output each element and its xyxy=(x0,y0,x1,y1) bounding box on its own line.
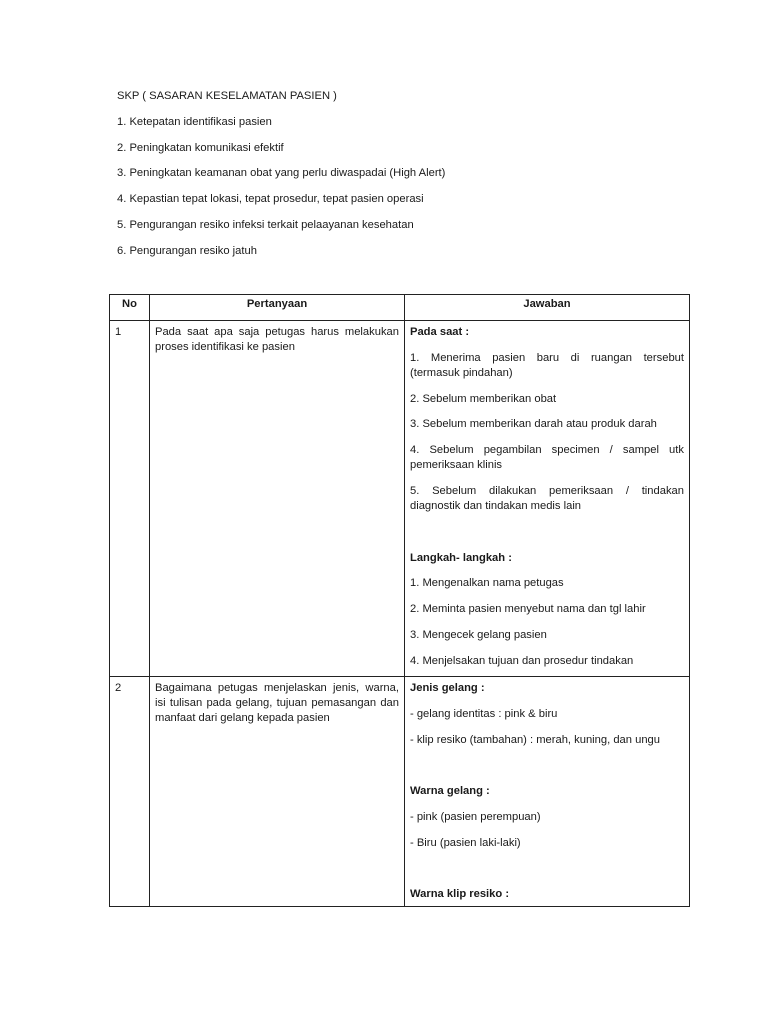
answer-line: 5. Sebelum dilakukan pemeriksaan / tindakan diagnostik dan tindakan medis lain xyxy=(410,484,684,512)
row-question: Pada saat apa saja petugas harus melakukan proses identifikasi ke pasien xyxy=(150,321,405,677)
answer-line: 2. Sebelum memberikan obat xyxy=(410,392,557,405)
goal-item: 1. Ketepatan identifikasi pasien xyxy=(117,115,272,128)
goal-item: 2. Peningkatan komunikasi efektif xyxy=(117,141,284,154)
answer-heading: Warna gelang : xyxy=(410,785,490,798)
goal-item: 6. Pengurangan resiko jatuh xyxy=(117,244,257,257)
header-no: No xyxy=(110,295,150,321)
answer-line: 1. Mengenalkan nama petugas xyxy=(410,577,564,590)
answer-heading: Jenis gelang : xyxy=(410,682,485,694)
row-answer xyxy=(405,321,690,677)
qa-table xyxy=(109,294,690,907)
row-number: 2 xyxy=(110,677,150,907)
answer-line: 3. Sebelum memberikan darah atau produk darah xyxy=(410,418,657,431)
answer-line: - Biru (pasien laki-laki) xyxy=(410,836,521,849)
document-title: SKP ( SASARAN KESELAMATAN PASIEN ) xyxy=(117,90,337,102)
table-header-row xyxy=(110,295,690,321)
answer-line: - klip resiko (tambahan) : merah, kuning, dan ungu xyxy=(410,733,660,746)
answer-heading: Pada saat : xyxy=(410,326,470,338)
row-number: 1 xyxy=(110,321,150,677)
answer-line: 4. Sebelum pegambilan specimen / sampel utk pemeriksaan klinis xyxy=(410,444,684,472)
goal-item: 4. Kepastian tepat lokasi, tepat prosedur, tepat pasien operasi xyxy=(117,193,424,206)
answer-line: - pink (pasien perempuan) xyxy=(410,810,541,823)
answer-line: 3. Mengecek gelang pasien xyxy=(410,628,547,641)
answer-line: 2. Meminta pasien menyebut nama dan tgl lahir xyxy=(410,603,646,616)
row-question: Bagaimana petugas menjelaskan jenis, warna, isi tulisan pada gelang, tujuan pemasangan dan manfaat dari gelang kepada pasien xyxy=(150,677,405,907)
answer-heading: Warna klip resiko : xyxy=(410,888,510,901)
answer-line: 1. Menerima pasien baru di ruangan tersebut (termasuk pindahan) xyxy=(410,351,684,379)
goal-item: 5. Pengurangan resiko infeksi terkait pelaayanan kesehatan xyxy=(117,218,414,231)
header-question: Pertanyaan xyxy=(150,295,405,321)
goal-item: 3. Peningkatan keamanan obat yang perlu diwaspadai (High Alert) xyxy=(117,167,446,180)
spacer xyxy=(410,862,684,877)
table-row xyxy=(110,321,690,677)
answer-line: 4. Menjelsakan tujuan dan prosedur tindakan xyxy=(410,654,634,667)
answer-heading: Langkah- langkah : xyxy=(410,551,512,564)
table-row xyxy=(110,677,690,907)
answer-line: - gelang identitas : pink & biru xyxy=(410,707,558,720)
spacer xyxy=(410,758,684,773)
intro-section xyxy=(117,89,677,270)
header-answer: Jawaban xyxy=(405,295,690,321)
spacer xyxy=(410,525,684,540)
row-answer xyxy=(405,677,690,907)
